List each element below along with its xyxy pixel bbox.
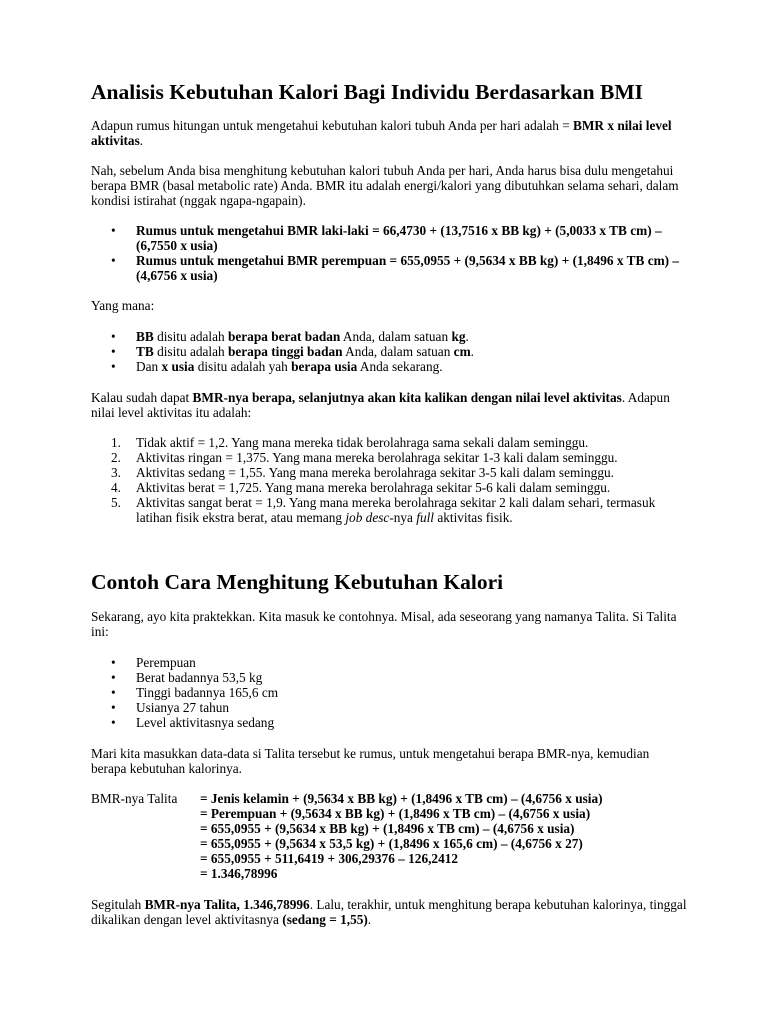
- activity-text: Aktivitas sangat berat = 1,9. Yang mana mereka berolahraga sekitar 2 kali dalam sehari, termasuk latihan fisik ekstra berat, atau memang: [136, 495, 656, 525]
- activity-italic: full: [416, 510, 434, 525]
- activity-text: -nya: [389, 510, 417, 525]
- paragraph-yang-mana: [91, 298, 687, 313]
- activity-level-list: [91, 435, 687, 525]
- list-item: [91, 495, 687, 525]
- talita-item: Berat badannya 53,5 kg: [136, 670, 263, 685]
- bullet-mark: •: [111, 655, 116, 670]
- formula-line: [91, 851, 687, 866]
- def-text: disitu adalah: [153, 329, 228, 344]
- bullet-mark: •: [111, 715, 116, 730]
- formula-step: = 655,0955 + (9,5634 x BB kg) + (1,8496 x TB cm) – (4,6756 x usia): [200, 821, 575, 836]
- p3-text: Kalau sudah dapat: [91, 390, 193, 405]
- def-term: berapa usia: [291, 359, 358, 374]
- formula-step: = Perempuan + (9,5634 x BB kg) + (1,8496 x TB cm) – (4,6756 x usia): [200, 806, 591, 821]
- list-item: [91, 329, 687, 344]
- formula-step: = 655,0955 + (9,5634 x 53,5 kg) + (1,8496 x 165,6 cm) – (4,6756 x 27): [200, 836, 583, 851]
- def-term: cm: [453, 344, 471, 359]
- list-item: [91, 223, 687, 253]
- list-number: 3.: [111, 465, 121, 480]
- activity-italic: job desc: [345, 510, 390, 525]
- list-item: [91, 359, 687, 374]
- list-item: [91, 253, 687, 283]
- talita-item: Usianya 27 tahun: [136, 700, 230, 715]
- paragraph-segitulah: [91, 897, 687, 927]
- p5-text: Mari kita masukkan data-data si Talita tersebut ke rumus, untuk mengetahui berapa BMR-nya, kemudian berapa kebutuhan kalorinya.: [91, 746, 650, 776]
- bmr-formula-female: Rumus untuk mengetahui BMR perempuan = 655,0955 + (9,5634 x BB kg) + (1,8496 x TB cm) – (4,6756 x usia): [136, 253, 680, 283]
- paragraph-masukkan-data: [91, 746, 687, 776]
- yang-mana-text: Yang mana:: [91, 298, 155, 313]
- formula-line: [91, 806, 687, 821]
- bmr-calculation: [91, 791, 687, 881]
- activity-text: Aktivitas sedang = 1,55. Yang mana mereka berolahraga sekitar 3-5 kali dalam seminggu.: [136, 465, 614, 480]
- activity-text: aktivitas fisik.: [434, 510, 513, 525]
- talita-item: Tinggi badannya 165,6 cm: [136, 685, 279, 700]
- bmr-formula-male: Rumus untuk mengetahui BMR laki-laki = 66,4730 + (13,7516 x BB kg) + (5,0033 x TB cm) – (6,7550 x usia): [136, 223, 662, 253]
- p6-text: . Lalu, terakhir, untuk menghitung berapa kebutuhan kalorinya, tinggal dikalikan dengan level aktivitasnya: [91, 897, 687, 927]
- paragraph-kalikan: [91, 390, 687, 420]
- p4-text: Sekarang, ayo kita praktekkan. Kita masuk ke contohnya. Misal, ada seseorang yang namanya Talita. Si Talita ini:: [91, 609, 677, 639]
- p6-bold: (sedang = 1,55): [282, 912, 368, 927]
- bullet-mark: •: [111, 359, 116, 374]
- list-item: [91, 344, 687, 359]
- list-item: [91, 715, 687, 730]
- list-item: [91, 480, 687, 495]
- formula-lead: BMR-nya Talita: [91, 791, 178, 806]
- formula-line: [91, 836, 687, 851]
- p6-bold: BMR-nya Talita, 1.346,78996: [144, 897, 310, 912]
- bmr-formula-list: [91, 223, 687, 283]
- list-item: [91, 655, 687, 670]
- paragraph-contoh-intro: [91, 609, 687, 639]
- list-item: [91, 685, 687, 700]
- list-number: 4.: [111, 480, 121, 495]
- list-number: 5.: [111, 495, 121, 510]
- heading-analisis: Analisis Kebutuhan Kalori Bagi Individu Berdasarkan BMI: [91, 80, 643, 104]
- def-text: Anda, dalam satuan: [340, 329, 452, 344]
- activity-text: Aktivitas berat = 1,725. Yang mana mereka berolahraga sekitar 5-6 kali dalam seminggu.: [136, 480, 611, 495]
- bullet-mark: •: [111, 223, 116, 238]
- p2-text: Nah, sebelum Anda bisa menghitung kebutuhan kalori tubuh Anda per hari, Anda harus bisa dulu mengetahui berapa BMR (basal metabolic rate) Anda. BMR itu adalah energi/kalori yang dibutuhkan selama sehari, dalam kondisi istirahat (nggak ngapa-ngapain).: [91, 163, 679, 208]
- def-text: disitu adalah yah: [194, 359, 292, 374]
- p6-text: Segitulah: [91, 897, 145, 912]
- bullet-mark: •: [111, 329, 116, 344]
- bullet-mark: •: [111, 670, 116, 685]
- def-text: .: [465, 329, 469, 344]
- formula-step: = 1.346,78996: [200, 866, 278, 881]
- list-number: 1.: [111, 435, 121, 450]
- paragraph-rumus-intro: [91, 118, 687, 148]
- talita-data-list: [91, 655, 687, 730]
- list-item: [91, 435, 687, 450]
- p1-text: Adapun rumus hitungan untuk mengetahui kebutuhan kalori tubuh Anda per hari adalah =: [91, 118, 574, 133]
- def-term: berapa tinggi badan: [227, 344, 343, 359]
- def-term: berapa berat badan: [227, 329, 341, 344]
- def-text: Anda, dalam satuan: [342, 344, 454, 359]
- def-text: Anda sekarang.: [357, 359, 443, 374]
- def-term: TB: [136, 344, 154, 359]
- def-term: kg: [451, 329, 466, 344]
- list-item: [91, 450, 687, 465]
- formula-line: [91, 791, 687, 806]
- p3-end: . Adapun nilai level aktivitas itu adalah:: [91, 390, 670, 420]
- def-text: disitu adalah: [153, 344, 228, 359]
- bullet-mark: •: [111, 344, 116, 359]
- def-text: .: [470, 344, 474, 359]
- p1-bold: BMR x nilai level aktivitas: [91, 118, 672, 148]
- formula-line: [91, 866, 687, 881]
- def-term: x usia: [161, 359, 195, 374]
- p1-end: .: [139, 133, 144, 148]
- p3-bold: BMR-nya berapa, selanjutnya akan kita kalikan dengan nilai level aktivitas: [192, 390, 622, 405]
- formula-step: = 655,0955 + 511,6419 + 306,29376 – 126,2412: [200, 851, 459, 866]
- list-item: [91, 700, 687, 715]
- activity-text: Tidak aktif = 1,2. Yang mana mereka tidak berolahraga sama sekali dalam seminggu.: [136, 435, 589, 450]
- list-item: [91, 465, 687, 480]
- heading-contoh: Contoh Cara Menghitung Kebutuhan Kalori: [91, 570, 504, 594]
- paragraph-bmr-explanation: [91, 163, 687, 208]
- list-item: [91, 670, 687, 685]
- bullet-mark: •: [111, 700, 116, 715]
- talita-item: Perempuan: [136, 655, 196, 670]
- def-term: BB: [136, 329, 154, 344]
- bullet-mark: •: [111, 685, 116, 700]
- def-text: Dan: [136, 359, 162, 374]
- definition-list: [91, 329, 687, 374]
- formula-line: [91, 821, 687, 836]
- activity-text: Aktivitas ringan = 1,375. Yang mana mereka berolahraga sekitar 1-3 kali dalam seminggu.: [136, 450, 618, 465]
- p6-end: .: [367, 912, 372, 927]
- bullet-mark: •: [111, 253, 116, 268]
- talita-item: Level aktivitasnya sedang: [136, 715, 275, 730]
- list-number: 2.: [111, 450, 121, 465]
- formula-step: = Jenis kelamin + (9,5634 x BB kg) + (1,8496 x TB cm) – (4,6756 x usia): [200, 791, 603, 806]
